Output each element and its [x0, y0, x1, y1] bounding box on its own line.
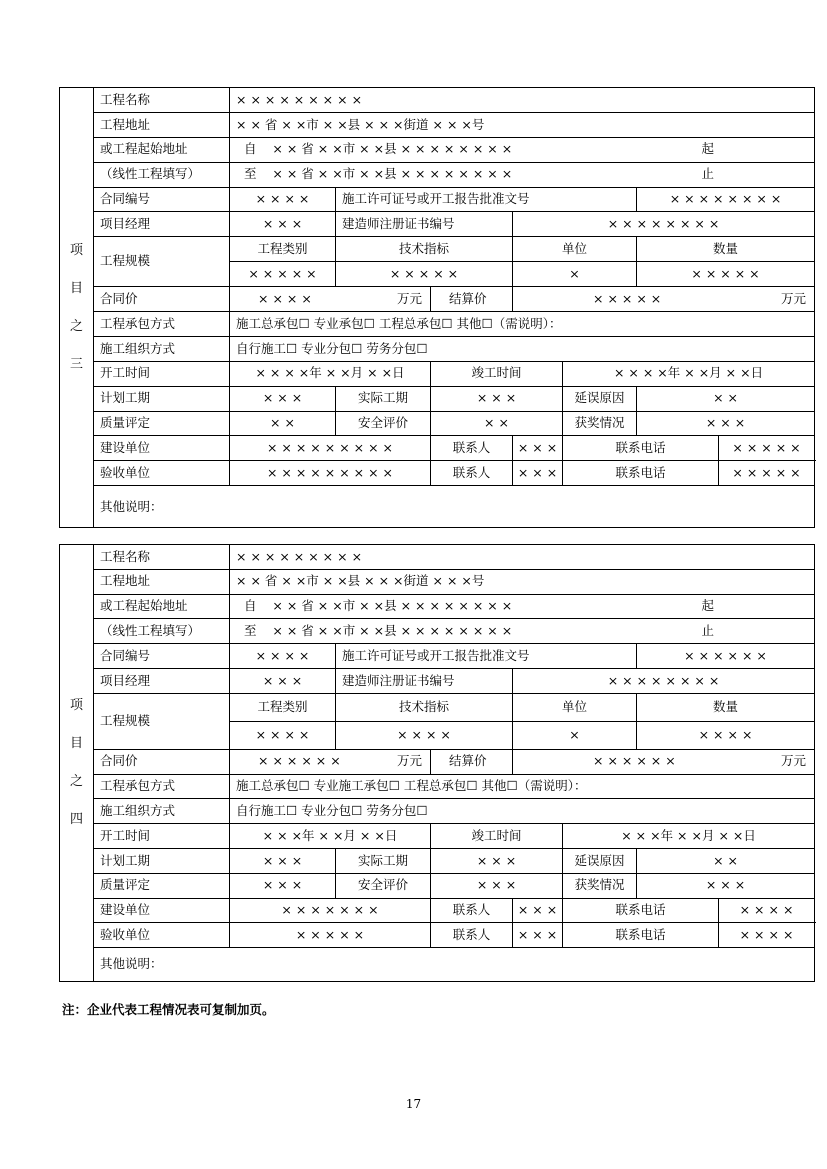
- contact-label: 联系人: [431, 923, 513, 948]
- scale-value: × × × × ×: [230, 262, 336, 287]
- safety: × ×: [431, 411, 563, 436]
- actual-period: × × ×: [431, 386, 563, 411]
- price-label: 合同价: [94, 287, 230, 312]
- scale-value: × × × × ×: [336, 262, 513, 287]
- delay-reason: × ×: [637, 848, 815, 873]
- end-address-cell: [230, 162, 815, 187]
- acceptor-phone: × × × ×: [719, 923, 815, 948]
- builder: × × × × × × × × ×: [230, 436, 431, 461]
- start-time: × × ×年 × ×月 × ×日: [230, 824, 431, 849]
- award-label: 获奖情况: [563, 873, 637, 898]
- scale-value: × × × ×: [230, 721, 336, 749]
- scale-header: 工程类别: [230, 693, 336, 721]
- side-char: 三: [69, 356, 83, 372]
- name-label: 工程名称: [94, 88, 230, 113]
- permit-label: 施工许可证号或开工报告批准文号: [336, 187, 637, 212]
- price-cell: [230, 287, 431, 312]
- scale-value: × × × × ×: [637, 262, 815, 287]
- project-name: × × × × × × × × ×: [230, 545, 815, 570]
- scale-header: 技术指标: [336, 693, 513, 721]
- builder: × × × × × × ×: [230, 898, 431, 923]
- plan-period: × × ×: [230, 386, 336, 411]
- contract-mode-label: 工程承包方式: [94, 312, 230, 337]
- end-address: 至 × × 省 × ×市 × ×县 × × × × × × × ×: [244, 623, 513, 639]
- start-time-label: 开工时间: [94, 361, 230, 386]
- end-address-cell: [230, 619, 815, 644]
- permit-no: × × × × × × × ×: [637, 187, 815, 212]
- phone-label: 联系电话: [563, 436, 719, 461]
- finish-time-label: 竣工时间: [431, 824, 563, 849]
- plan-period: × × ×: [230, 848, 336, 873]
- start-address-cell: [230, 137, 815, 162]
- settle-unit: 万元: [781, 290, 807, 306]
- name-label: 工程名称: [94, 545, 230, 570]
- finish-time: × × × ×年 × ×月 × ×日: [563, 361, 815, 386]
- scale-value: × × × ×: [336, 721, 513, 749]
- project-address: × × 省 × ×市 × ×县 × × ×街道 × × ×号: [230, 569, 815, 594]
- scale-header: 单位: [513, 693, 637, 721]
- builder-contact: × × ×: [513, 436, 563, 461]
- settle-label: 结算价: [431, 287, 513, 312]
- quality-label: 质量评定: [94, 873, 230, 898]
- plan-label: 计划工期: [94, 848, 230, 873]
- contract-mode: 施工总承包☐ 专业施工承包☐ 工程总承包☐ 其他☐（需说明）：: [230, 774, 815, 799]
- settle-unit: 万元: [781, 753, 807, 769]
- start-suffix: 起: [701, 598, 715, 614]
- safety-label: 安全评价: [336, 873, 431, 898]
- other-notes-label: 其他说明：: [94, 486, 815, 528]
- quality-label: 质量评定: [94, 411, 230, 436]
- manager: × × ×: [230, 212, 336, 237]
- contact-label: 联系人: [431, 898, 513, 923]
- start-suffix: 起: [701, 141, 715, 157]
- scale-header: 工程类别: [230, 237, 336, 262]
- acceptor-phone: × × × × ×: [719, 461, 815, 486]
- award: × × ×: [637, 873, 815, 898]
- safety-label: 安全评价: [336, 411, 431, 436]
- actual-label: 实际工期: [336, 848, 431, 873]
- actual-period: × × ×: [431, 848, 563, 873]
- price-cell: [230, 749, 431, 774]
- side-char: 四: [69, 812, 83, 828]
- settle-price: × × × × × ×: [593, 753, 676, 769]
- side-char: 项: [69, 242, 83, 258]
- builder-label: 建设单位: [94, 898, 230, 923]
- other-notes-label: 其他说明：: [94, 948, 815, 982]
- quality: × ×: [230, 411, 336, 436]
- plan-label: 计划工期: [94, 386, 230, 411]
- scale-header: 数量: [637, 693, 815, 721]
- manager-label: 项目经理: [94, 668, 230, 693]
- contract-no: × × × ×: [230, 644, 336, 669]
- actual-label: 实际工期: [336, 386, 431, 411]
- scale-value: ×: [513, 721, 637, 749]
- start-address-label: 或工程起始地址: [94, 137, 230, 162]
- builder-label: 建设单位: [94, 436, 230, 461]
- settle-cell: [513, 749, 815, 774]
- project-side-label: [60, 545, 94, 982]
- scale-value: ×: [513, 262, 637, 287]
- permit-label: 施工许可证号或开工报告批准文号: [336, 644, 637, 669]
- award-label: 获奖情况: [563, 411, 637, 436]
- delay-reason: × ×: [637, 386, 815, 411]
- builder-phone: × × × × ×: [719, 436, 815, 461]
- builder-phone: × × × ×: [719, 898, 815, 923]
- settle-price: × × × × ×: [593, 290, 662, 306]
- builder-contact: × × ×: [513, 898, 563, 923]
- project-name: × × × × × × × × ×: [230, 88, 815, 113]
- phone-label: 联系电话: [563, 898, 719, 923]
- delay-label: 延误原因: [563, 386, 637, 411]
- end-address: 至 × × 省 × ×市 × ×县 × × × × × × × ×: [244, 166, 513, 182]
- contract-mode-label: 工程承包方式: [94, 774, 230, 799]
- scale-header: 单位: [513, 237, 637, 262]
- scale-header: 技术指标: [336, 237, 513, 262]
- cert-no: × × × × × × × ×: [513, 212, 815, 237]
- scale-value: × × × ×: [637, 721, 815, 749]
- cert-label: 建造师注册证书编号: [336, 668, 513, 693]
- award: × × ×: [637, 411, 815, 436]
- acceptor: × × × × ×: [230, 923, 431, 948]
- delay-label: 延误原因: [563, 848, 637, 873]
- org-mode: 自行施工☐ 专业分包☐ 劳务分包☐: [230, 336, 815, 361]
- manager: × × ×: [230, 668, 336, 693]
- project-side-label: [60, 88, 94, 528]
- contract-no-label: 合同编号: [94, 187, 230, 212]
- price-unit: 万元: [396, 290, 422, 306]
- start-time: × × × ×年 × ×月 × ×日: [230, 361, 431, 386]
- side-char: 目: [69, 736, 83, 752]
- contact-label: 联系人: [431, 461, 513, 486]
- acceptor-label: 验收单位: [94, 461, 230, 486]
- quality: × × ×: [230, 873, 336, 898]
- acceptor-contact: × × ×: [513, 461, 563, 486]
- side-char: 项: [69, 698, 83, 714]
- end-suffix: 止: [701, 166, 715, 182]
- side-char: 之: [69, 774, 83, 790]
- settle-label: 结算价: [431, 749, 513, 774]
- org-mode-label: 施工组织方式: [94, 336, 230, 361]
- project-table: [59, 544, 815, 982]
- settle-cell: [513, 287, 815, 312]
- contract-price: × × × ×: [258, 290, 312, 306]
- finish-time: × × ×年 × ×月 × ×日: [563, 824, 815, 849]
- contract-mode: 施工总承包☐ 专业承包☐ 工程总承包☐ 其他☐（需说明）：: [230, 312, 815, 337]
- side-char: 目: [69, 280, 83, 296]
- page-number: 17: [405, 1097, 422, 1111]
- scale-header: 数量: [637, 237, 815, 262]
- scale-label: 工程规模: [94, 237, 230, 287]
- address-label: 工程地址: [94, 569, 230, 594]
- phone-label: 联系电话: [563, 461, 719, 486]
- acceptor-contact: × × ×: [513, 923, 563, 948]
- finish-time-label: 竣工时间: [431, 361, 563, 386]
- start-address: 自 × × 省 × ×市 × ×县 × × × × × × × ×: [244, 141, 513, 157]
- end-suffix: 止: [701, 623, 715, 639]
- phone-label: 联系电话: [563, 923, 719, 948]
- safety: × × ×: [431, 873, 563, 898]
- address-label: 工程地址: [94, 112, 230, 137]
- start-address-cell: [230, 594, 815, 619]
- org-mode-label: 施工组织方式: [94, 799, 230, 824]
- manager-label: 项目经理: [94, 212, 230, 237]
- contract-price: × × × × × ×: [258, 753, 341, 769]
- permit-no: × × × × × ×: [637, 644, 815, 669]
- linear-label: （线性工程填写）: [94, 162, 230, 187]
- project-address: × × 省 × ×市 × ×县 × × ×街道 × × ×号: [230, 112, 815, 137]
- side-char: 之: [69, 318, 83, 334]
- project-table: [59, 87, 815, 528]
- start-time-label: 开工时间: [94, 824, 230, 849]
- start-address-label: 或工程起始地址: [94, 594, 230, 619]
- contact-label: 联系人: [431, 436, 513, 461]
- acceptor: × × × × × × × × ×: [230, 461, 431, 486]
- acceptor-label: 验收单位: [94, 923, 230, 948]
- price-label: 合同价: [94, 749, 230, 774]
- org-mode: 自行施工☐ 专业分包☐ 劳务分包☐: [230, 799, 815, 824]
- contract-no: × × × ×: [230, 187, 336, 212]
- linear-label: （线性工程填写）: [94, 619, 230, 644]
- footer-note: 注：企业代表工程情况表可复制加页。: [62, 1002, 275, 1017]
- scale-label: 工程规模: [94, 693, 230, 749]
- cert-no: × × × × × × × ×: [513, 668, 815, 693]
- contract-no-label: 合同编号: [94, 644, 230, 669]
- cert-label: 建造师注册证书编号: [336, 212, 513, 237]
- start-address: 自 × × 省 × ×市 × ×县 × × × × × × × ×: [244, 598, 513, 614]
- price-unit: 万元: [396, 753, 422, 769]
